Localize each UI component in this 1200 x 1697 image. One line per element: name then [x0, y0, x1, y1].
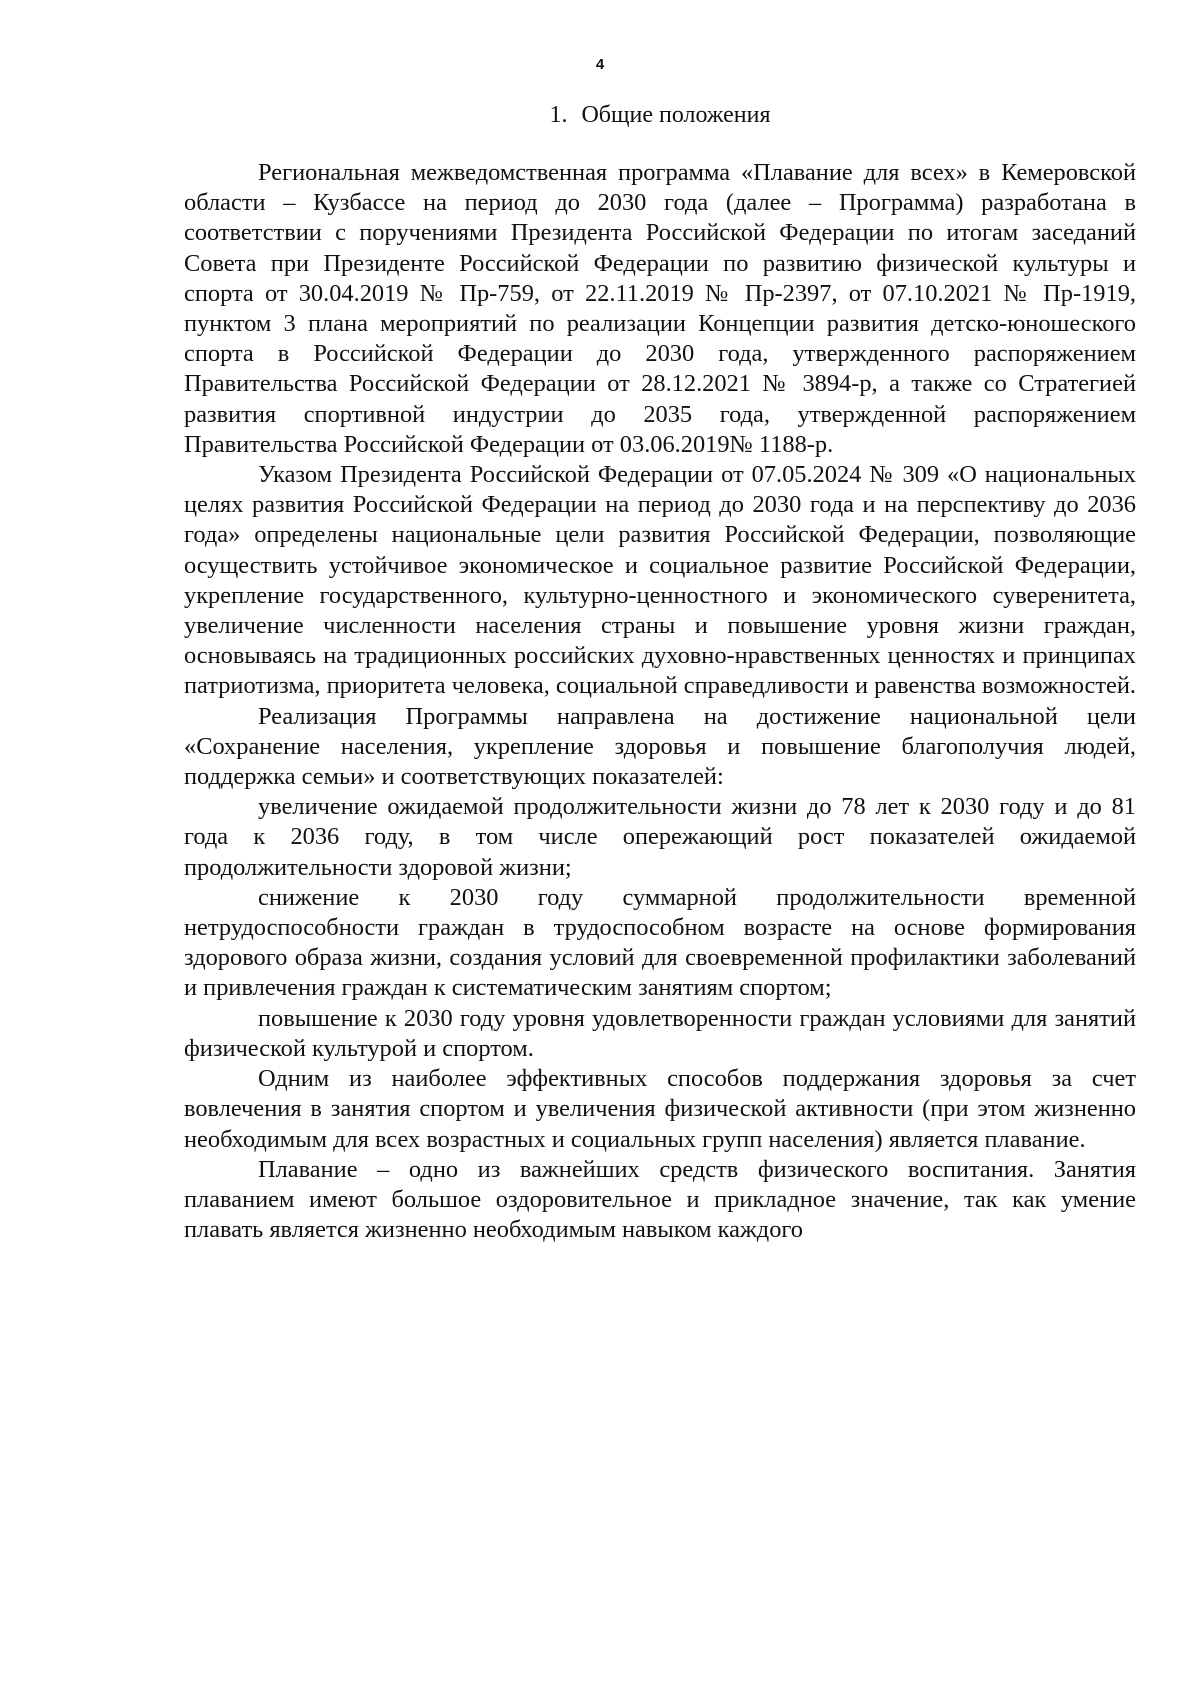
paragraph-program-goal: Реализация Программы направлена на достижение национальной цели «Сохранение населения, укрепление здоровья и повышение благополучия людей, поддержка семьи» и соответствующих показателей:	[184, 702, 1136, 791]
section-title: Общие положения	[581, 102, 771, 128]
document-body	[184, 158, 1136, 1245]
paragraph-indicator-life-expectancy: увеличение ожидаемой продолжительности жизни до 78 лет к 2030 году и до 81 года к 2036 году, в том числе опережающий рост показателей ожидаемой продолжительности здоровой жизни;	[184, 793, 1136, 881]
paragraph-indicator-disability-reduction: снижение к 2030 году суммарной продолжительности временной нетрудоспособности граждан в трудоспособном возрасте на основе формирования здорового образа жизни, создания условий для своевременной профилактики заболеваний и привлечения граждан к систематическим занятиям спортом;	[184, 883, 1136, 1002]
paragraph-presidential-decree: Указом Президента Российской Федерации от 07.05.2024 № 309 «О национальных целях развития Российской Федерации на период до 2030 года и на перспективу до 2036 года» определены национальные цели развития Российской Федерации, позволяющие осуществить устойчивое экономическое и социальное развитие Российской Федерации, укрепление государственного, культурно-ценностного и экономического суверенитета, увеличение численности населения страны и повышение уровня жизни граждан, основываясь на традиционных российских духовно-нравственных ценностях и принципах патриотизма, приоритета человека, социальной справедливости и равенства возможностей.	[184, 461, 1136, 700]
paragraph-swimming-effectiveness: Одним из наиболее эффективных способов поддержания здоровья за счет вовлечения в занятия спортом и увеличения физической активности (при этом жизненно необходимым для всех возрастных и социальных групп населения) является плавание.	[184, 1065, 1136, 1153]
paragraph-indicator-satisfaction: повышение к 2030 году уровня удовлетворенности граждан условиями для занятий физической культурой и спортом.	[184, 1004, 1136, 1062]
paragraph-program-basis: Региональная межведомственная программа «Плавание для всех» в Кемеровской области – Кузбассе на период до 2030 года (далее – Программа) разработана в соответствии с поручениями Президента Российской Федерации по итогам заседаний Совета при Президенте Российской Федерации по развитию физической культуры и спорта от 30.04.2019 № Пр-759, от 22.11.2019 № Пр-2397, от 07.10.2021 № Пр-1919, пунктом 3 плана мероприятий по реализации Концепции развития детско-юношеского спорта в Российской Федерации до 2030 года, утвержденного распоряжением Правительства Российской Федерации от 28.12.2021 № 3894-р, а также со Стратегией развития спортивной индустрии до 2035 года, утвержденной распоряжением Правительства Российской Федерации от 03.06.2019№ 1188-р.	[184, 159, 1136, 458]
section-heading	[184, 100, 1136, 130]
section-number: 1.	[549, 102, 568, 128]
paragraph-swimming-importance: Плавание – одно из важнейших средств физического воспитания. Занятия плаванием имеют большое оздоровительное и прикладное значение, так как умение плавать является жизненно необходимым навыком каждого	[184, 1155, 1136, 1244]
page-number: 4	[595, 56, 605, 73]
